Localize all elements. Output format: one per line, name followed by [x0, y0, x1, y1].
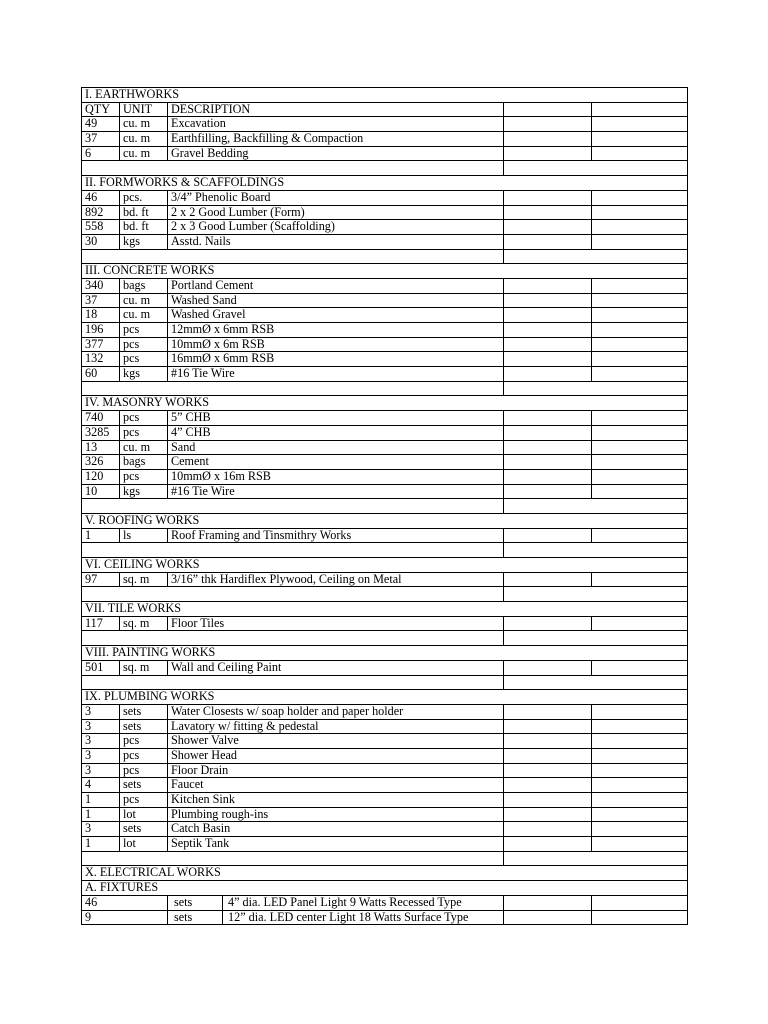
- spacer-cell: [504, 631, 688, 646]
- unit-cost-cell: [504, 778, 592, 793]
- description-cell: Excavation: [168, 117, 504, 132]
- description-cell: 10mmØ x 16m RSB: [168, 469, 504, 484]
- unit-text: sets: [168, 896, 223, 910]
- amount-cell: [592, 469, 688, 484]
- amount-cell: [592, 484, 688, 499]
- bill-of-materials-table: [81, 87, 688, 925]
- section-title: X. ELECTRICAL WORKS: [82, 866, 688, 881]
- qty-cell: 9: [82, 910, 168, 925]
- spacer-cell: [504, 381, 688, 396]
- table-row: [82, 220, 688, 235]
- unit-cost-cell: [504, 895, 592, 910]
- description-cell: Gravel Bedding: [168, 146, 504, 161]
- amount-cell: [592, 323, 688, 338]
- amount-cell: [592, 528, 688, 543]
- section-title: V. ROOFING WORKS: [82, 513, 688, 528]
- qty-cell: 3: [82, 822, 120, 837]
- description-cell: Kitchen Sink: [168, 793, 504, 808]
- unit-cost-cell: [504, 440, 592, 455]
- qty-cell: 501: [82, 660, 120, 675]
- unit-cost-cell: [504, 734, 592, 749]
- table-row: [82, 234, 688, 249]
- unit-cost-cell: [504, 190, 592, 205]
- unit-cell: sets: [120, 704, 168, 719]
- description-text: 4” dia. LED Panel Light 9 Watts Recessed Type: [228, 895, 462, 909]
- table-row: [82, 616, 688, 631]
- description-cell: 2 x 2 Good Lumber (Form): [168, 205, 504, 220]
- unit-cell: bd. ft: [120, 205, 168, 220]
- table-row: [82, 704, 688, 719]
- spacer-cell: [82, 675, 504, 690]
- amount-cell: [592, 910, 688, 925]
- unit-cost-cell: [504, 484, 592, 499]
- unit-cell: cu. m: [120, 132, 168, 147]
- unit-cost-cell: [504, 278, 592, 293]
- section-header: [82, 513, 688, 528]
- spacer-row: [82, 249, 688, 264]
- unit-cost-cell: [504, 719, 592, 734]
- unit-cell: bags: [120, 455, 168, 470]
- amount-cell: [592, 117, 688, 132]
- unit-text: sets: [168, 911, 223, 925]
- unit-cell: cu. m: [120, 293, 168, 308]
- description-cell: 3/16” thk Hardiflex Plywood, Ceiling on Metal: [168, 572, 504, 587]
- description-cell: Wall and Ceiling Paint: [168, 660, 504, 675]
- description-cell: Plumbing rough-ins: [168, 807, 504, 822]
- table-row: [82, 807, 688, 822]
- qty-cell: 377: [82, 337, 120, 352]
- unit-cost-cell: [504, 455, 592, 470]
- table-row: [82, 425, 688, 440]
- description-cell: Asstd. Nails: [168, 234, 504, 249]
- qty-cell: 340: [82, 278, 120, 293]
- description-cell: Washed Sand: [168, 293, 504, 308]
- description-cell: Floor Tiles: [168, 616, 504, 631]
- table-row: [82, 117, 688, 132]
- table-row: [82, 352, 688, 367]
- amount-cell: [592, 793, 688, 808]
- unit-cell: sq. m: [120, 616, 168, 631]
- description-cell: 12mmØ x 6mm RSB: [168, 323, 504, 338]
- description-cell: Septik Tank: [168, 837, 504, 852]
- table-row: [82, 895, 688, 910]
- unit-cell: kgs: [120, 234, 168, 249]
- spacer-row: [82, 161, 688, 176]
- qty-cell: 10: [82, 484, 120, 499]
- amount-cell: [592, 190, 688, 205]
- section-title: I. EARTHWORKS: [82, 88, 688, 103]
- qty-cell: 3285: [82, 425, 120, 440]
- table-row: [82, 719, 688, 734]
- description-cell: Lavatory w/ fitting & pedestal: [168, 719, 504, 734]
- qty-cell: 1: [82, 793, 120, 808]
- section-header: [82, 558, 688, 573]
- section-title: IX. PLUMBING WORKS: [82, 690, 688, 705]
- section-header: [82, 176, 688, 191]
- table-row: [82, 146, 688, 161]
- unit-cell: sets: [120, 822, 168, 837]
- amount-cell: [592, 837, 688, 852]
- spacer-cell: [82, 851, 504, 866]
- unit-cell: ls: [120, 528, 168, 543]
- qty-cell: 30: [82, 234, 120, 249]
- description-cell: #16 Tie Wire: [168, 367, 504, 382]
- amount-cell: [592, 822, 688, 837]
- qty-cell: 3: [82, 704, 120, 719]
- section-header: [82, 602, 688, 617]
- unit-description-cell: [168, 910, 504, 925]
- unit-cost-cell: [504, 793, 592, 808]
- section-title: VI. CEILING WORKS: [82, 558, 688, 573]
- unit-cost-cell: [504, 572, 592, 587]
- qty-cell: 117: [82, 616, 120, 631]
- table-row: [82, 190, 688, 205]
- unit-cost-cell: [504, 837, 592, 852]
- amount-cell: [592, 425, 688, 440]
- section-title: III. CONCRETE WORKS: [82, 264, 688, 279]
- amount-cell: [592, 234, 688, 249]
- unit-cost-cell: [504, 205, 592, 220]
- unit-description-wrap: [168, 896, 503, 910]
- qty-cell: 37: [82, 293, 120, 308]
- unit-cell: kgs: [120, 367, 168, 382]
- spacer-row: [82, 587, 688, 602]
- spacer-cell: [504, 675, 688, 690]
- unit-cost-cell: [504, 616, 592, 631]
- table-row: [82, 763, 688, 778]
- unit-cell: sq. m: [120, 660, 168, 675]
- description-cell: 3/4” Phenolic Board: [168, 190, 504, 205]
- spacer-cell: [504, 543, 688, 558]
- spacer-cell: [82, 587, 504, 602]
- unit-cell: pcs: [120, 411, 168, 426]
- description-cell: Faucet: [168, 778, 504, 793]
- unit-cost-cell: [504, 234, 592, 249]
- spacer-cell: [82, 249, 504, 264]
- amount-cell: [592, 807, 688, 822]
- amount-cell: [592, 367, 688, 382]
- section-title: VIII. PAINTING WORKS: [82, 646, 688, 661]
- unit-cost-cell: [504, 117, 592, 132]
- qty-cell: 37: [82, 132, 120, 147]
- amount-cell: [592, 763, 688, 778]
- qty-cell: 46: [82, 190, 120, 205]
- amount-cell: [592, 411, 688, 426]
- table-row: [82, 337, 688, 352]
- description-cell: Shower Head: [168, 748, 504, 763]
- unit-cost-cell: [504, 660, 592, 675]
- qty-cell: 1: [82, 528, 120, 543]
- unit-cell: cu. m: [120, 440, 168, 455]
- description-cell: Sand: [168, 440, 504, 455]
- description-cell: 5” CHB: [168, 411, 504, 426]
- unit-cell: pcs: [120, 748, 168, 763]
- table-row: [82, 293, 688, 308]
- description-cell: Portland Cement: [168, 278, 504, 293]
- unit-cost-cell: [504, 132, 592, 147]
- spacer-cell: [504, 587, 688, 602]
- unit-cost-cell: [504, 146, 592, 161]
- spacer-row: [82, 499, 688, 514]
- description-cell: Washed Gravel: [168, 308, 504, 323]
- qty-cell: 3: [82, 719, 120, 734]
- description-cell: 4” CHB: [168, 425, 504, 440]
- unit-cell: pcs.: [120, 190, 168, 205]
- amount-cell: [592, 660, 688, 675]
- unit-cell: pcs: [120, 793, 168, 808]
- unit-cell: cu. m: [120, 146, 168, 161]
- spacer-cell: [504, 499, 688, 514]
- unit-cell: sets: [120, 719, 168, 734]
- spacer-row: [82, 381, 688, 396]
- section-title: IV. MASONRY WORKS: [82, 396, 688, 411]
- unit-cost-cell: [504, 807, 592, 822]
- qty-cell: 97: [82, 572, 120, 587]
- amount-cell: [592, 205, 688, 220]
- qty-cell: 120: [82, 469, 120, 484]
- amount-cell: [592, 220, 688, 235]
- qty-cell: 46: [82, 895, 168, 910]
- table-row: [82, 440, 688, 455]
- table-row: [82, 132, 688, 147]
- amount-cell: [592, 616, 688, 631]
- table-row: [82, 572, 688, 587]
- table-row: [82, 793, 688, 808]
- spacer-row: [82, 543, 688, 558]
- spacer-cell: [504, 161, 688, 176]
- unit-cost-cell: [504, 293, 592, 308]
- table-row: [82, 822, 688, 837]
- qty-cell: 3: [82, 748, 120, 763]
- section-header: [82, 396, 688, 411]
- amount-cell: [592, 308, 688, 323]
- amount-cell: [592, 895, 688, 910]
- table-row: [82, 484, 688, 499]
- spacer-row: [82, 851, 688, 866]
- table-row: [82, 778, 688, 793]
- unit-cost-cell: [504, 367, 592, 382]
- unit-cost-cell: [504, 425, 592, 440]
- unit-cell: sq. m: [120, 572, 168, 587]
- section-title: VII. TILE WORKS: [82, 602, 688, 617]
- unit-description-cell: [168, 895, 504, 910]
- description-cell: Earthfilling, Backfilling & Compaction: [168, 132, 504, 147]
- unit-cell: lot: [120, 807, 168, 822]
- unit-description-wrap: [168, 911, 503, 925]
- table-row: [82, 469, 688, 484]
- unit-cell: bags: [120, 278, 168, 293]
- table-row: [82, 748, 688, 763]
- section-title: A. FIXTURES: [82, 881, 688, 896]
- amount-cell: [592, 455, 688, 470]
- qty-header: QTY: [82, 102, 120, 117]
- unit-cost-cell: [504, 763, 592, 778]
- section-header: [82, 866, 688, 881]
- amount-cell: [592, 440, 688, 455]
- table-row: [82, 205, 688, 220]
- unit-cell: lot: [120, 837, 168, 852]
- qty-cell: 132: [82, 352, 120, 367]
- amount-cell: [592, 132, 688, 147]
- amount-cell: [592, 146, 688, 161]
- table-row: [82, 455, 688, 470]
- unit-cost-cell: [504, 748, 592, 763]
- table-row: [82, 734, 688, 749]
- description-cell: 10mmØ x 6m RSB: [168, 337, 504, 352]
- qty-cell: 1: [82, 807, 120, 822]
- unit-cell: pcs: [120, 323, 168, 338]
- qty-cell: 1: [82, 837, 120, 852]
- qty-cell: 740: [82, 411, 120, 426]
- amount-cell: [592, 278, 688, 293]
- amount-cell: [592, 704, 688, 719]
- unit-cost-cell: [504, 469, 592, 484]
- amount-cell: [592, 748, 688, 763]
- spacer-cell: [82, 499, 504, 514]
- description-cell: Cement: [168, 455, 504, 470]
- amount-cell: [592, 572, 688, 587]
- unit-cost-cell: [504, 528, 592, 543]
- unit-cell: pcs: [120, 734, 168, 749]
- table-row: [82, 278, 688, 293]
- unit-cost-header: [504, 102, 592, 117]
- section-header: [82, 264, 688, 279]
- amount-cell: [592, 352, 688, 367]
- table-row: [82, 367, 688, 382]
- qty-cell: 49: [82, 117, 120, 132]
- description-header: DESCRIPTION: [168, 102, 504, 117]
- unit-cost-cell: [504, 352, 592, 367]
- column-header-row: [82, 102, 688, 117]
- unit-cell: bd. ft: [120, 220, 168, 235]
- description-cell: Catch Basin: [168, 822, 504, 837]
- spacer-cell: [504, 851, 688, 866]
- unit-cell: pcs: [120, 352, 168, 367]
- spacer-cell: [504, 249, 688, 264]
- qty-cell: 13: [82, 440, 120, 455]
- spacer-cell: [82, 543, 504, 558]
- qty-cell: 4: [82, 778, 120, 793]
- description-cell: #16 Tie Wire: [168, 484, 504, 499]
- unit-cell: pcs: [120, 337, 168, 352]
- amount-cell: [592, 293, 688, 308]
- unit-cell: pcs: [120, 469, 168, 484]
- bill-of-materials-sheet: [81, 87, 687, 925]
- spacer-row: [82, 631, 688, 646]
- unit-cell: sets: [120, 778, 168, 793]
- description-cell: Floor Drain: [168, 763, 504, 778]
- qty-cell: 6: [82, 146, 120, 161]
- amount-cell: [592, 337, 688, 352]
- qty-cell: 892: [82, 205, 120, 220]
- section-header: [82, 690, 688, 705]
- unit-cell: cu. m: [120, 308, 168, 323]
- description-cell: Shower Valve: [168, 734, 504, 749]
- unit-cost-cell: [504, 308, 592, 323]
- table-row: [82, 910, 688, 925]
- qty-cell: 558: [82, 220, 120, 235]
- table-row: [82, 837, 688, 852]
- unit-cost-cell: [504, 822, 592, 837]
- description-cell: Roof Framing and Tinsmithry Works: [168, 528, 504, 543]
- section-title: II. FORMWORKS & SCAFFOLDINGS: [82, 176, 688, 191]
- qty-cell: 3: [82, 734, 120, 749]
- spacer-cell: [82, 631, 504, 646]
- spacer-row: [82, 675, 688, 690]
- table-row: [82, 411, 688, 426]
- amount-cell: [592, 719, 688, 734]
- unit-cost-cell: [504, 220, 592, 235]
- qty-cell: 18: [82, 308, 120, 323]
- section-header: [82, 88, 688, 103]
- qty-cell: 326: [82, 455, 120, 470]
- unit-cell: kgs: [120, 484, 168, 499]
- table-row: [82, 528, 688, 543]
- amount-header: [592, 102, 688, 117]
- unit-cell: pcs: [120, 425, 168, 440]
- unit-cost-cell: [504, 337, 592, 352]
- qty-cell: 196: [82, 323, 120, 338]
- unit-cell: cu. m: [120, 117, 168, 132]
- unit-cell: pcs: [120, 763, 168, 778]
- table-row: [82, 660, 688, 675]
- unit-cost-cell: [504, 323, 592, 338]
- unit-cost-cell: [504, 704, 592, 719]
- description-cell: 16mmØ x 6mm RSB: [168, 352, 504, 367]
- table-row: [82, 308, 688, 323]
- amount-cell: [592, 734, 688, 749]
- description-text: 12” dia. LED center Light 18 Watts Surface Type: [228, 910, 469, 924]
- amount-cell: [592, 778, 688, 793]
- unit-cost-cell: [504, 411, 592, 426]
- qty-cell: 3: [82, 763, 120, 778]
- description-cell: 2 x 3 Good Lumber (Scaffolding): [168, 220, 504, 235]
- table-row: [82, 323, 688, 338]
- qty-cell: 60: [82, 367, 120, 382]
- unit-header: UNIT: [120, 102, 168, 117]
- section-header: [82, 646, 688, 661]
- spacer-cell: [82, 161, 504, 176]
- unit-cost-cell: [504, 910, 592, 925]
- spacer-cell: [82, 381, 504, 396]
- description-cell: Water Closests w/ soap holder and paper holder: [168, 704, 504, 719]
- subsection-header: [82, 881, 688, 896]
